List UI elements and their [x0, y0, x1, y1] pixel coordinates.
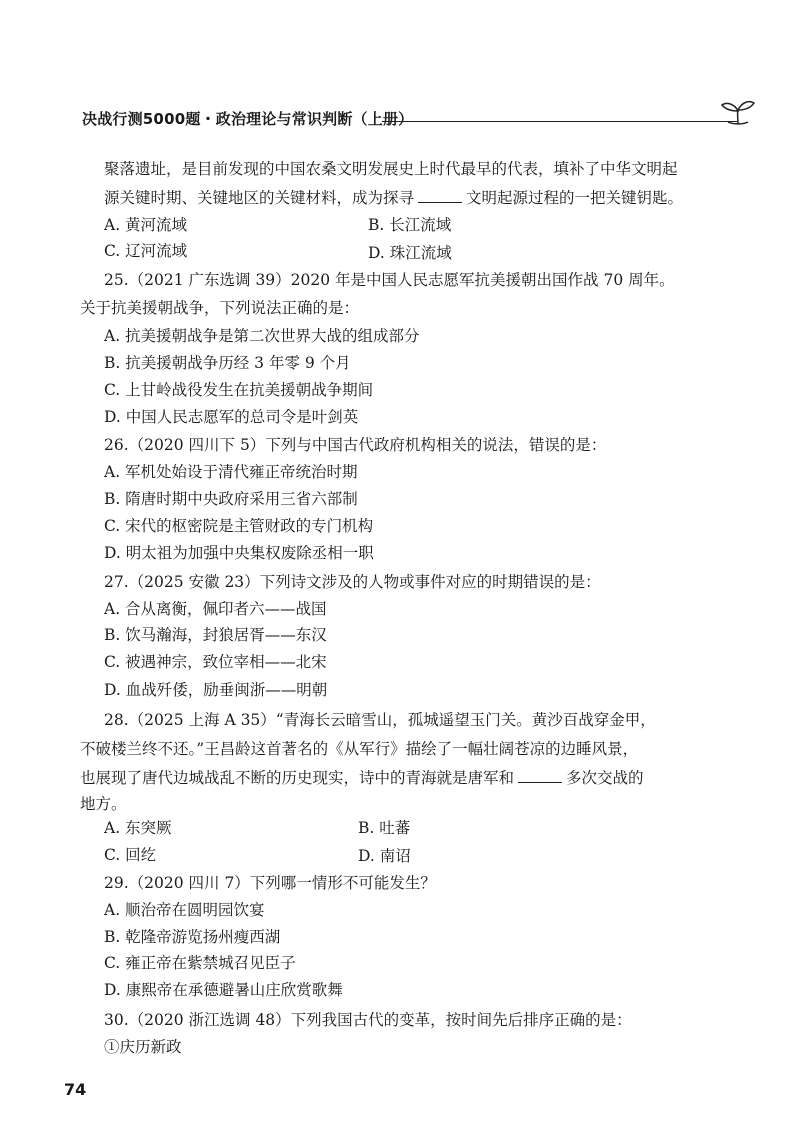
- q30-stem: 30.（2020 浙江选调 48）下列我国古代的变革，按时间先后排序正确的是：: [104, 1011, 632, 1029]
- q30-item-1: ①庆历新政: [104, 1038, 182, 1056]
- q24-line2: [104, 187, 683, 208]
- answer-blank: [518, 767, 562, 783]
- sprout-icon: [718, 98, 758, 126]
- q28-stem-line2: 不破楼兰终不还。”王昌龄这首著名的《从军行》描绘了一幅壮阔苍凉的边睡风景，: [80, 740, 639, 758]
- q26-stem: 26.（2020 四川下 5）下列与中国古代政府机构相关的说法，错误的是：: [104, 436, 607, 454]
- q24-line2-before: 源关键时期、关键地区的关键材料，成为探寻: [104, 189, 415, 207]
- q27-option-d: D. 血战歼倭，励垂闽浙——明朝: [104, 681, 328, 699]
- q25-option-d: D. 中国人民志愿军的总司令是叶剑英: [104, 408, 359, 426]
- q26-option-b: B. 隋唐时期中央政府采用三省六部制: [104, 490, 358, 508]
- q28-stem-line1: 28.（2025 上海 A 35）“青海长云暗雪山，孤城遥望玉门关。黄沙百战穿金甲，: [104, 711, 656, 729]
- book-title: 决战行测5000题・政治理论与常识判断（上册）: [82, 110, 414, 128]
- q28-line3-after: 多次交战的: [566, 769, 644, 787]
- q24-option-c: C. 辽河流域: [104, 242, 188, 260]
- q28-line3-before: 也展现了唐代边城战乱不断的历史现实，诗中的青海就是唐军和: [80, 769, 515, 787]
- q29-option-b: B. 乾隆帝游览扬州瘦西湖: [104, 928, 281, 946]
- q25-stem-line1: 25.（2021 广东选调 39）2020 年是中国人民志愿军抗美援朝出国作战 70 周年。: [104, 271, 675, 289]
- running-header: [82, 104, 682, 134]
- header-rule: [382, 121, 737, 122]
- q28-stem-line4: 地方。: [80, 795, 127, 813]
- q26-option-d: D. 明太祖为加强中央集权废除丞相一职: [104, 544, 374, 562]
- q29-option-d: D. 康熙帝在承德避暑山庄欣赏歌舞: [104, 981, 343, 999]
- q24-option-a: A. 黄河流域: [104, 216, 188, 234]
- q24-line2-after: 文明起源过程的一把关键钥匙。: [466, 189, 684, 207]
- q27-option-c: C. 被遇神宗，致位宰相——北宋: [104, 653, 327, 671]
- q27-stem: 27.（2025 安徽 23）下列诗文涉及的人物或事件对应的时期错误的是：: [104, 573, 601, 591]
- q28-option-c: C. 回纥: [104, 846, 157, 864]
- q26-option-a: A. 军机处始设于清代雍正帝统治时期: [104, 463, 358, 481]
- q27-option-b: B. 饮马瀚海，封狼居胥——东汉: [104, 626, 327, 644]
- q29-option-c: C. 雍正帝在紫禁城召见臣子: [104, 954, 296, 972]
- q25-option-a: A. 抗美援朝战争是第二次世界大战的组成部分: [104, 327, 420, 345]
- page-number: 74: [64, 1080, 87, 1099]
- q27-option-a: A. 合从离衡，佩印者六——战国: [104, 600, 327, 618]
- q25-option-c: C. 上甘岭战役发生在抗美援朝战争期间: [104, 381, 374, 399]
- q28-option-b: B. 吐蕃: [358, 819, 411, 837]
- answer-blank: [418, 187, 462, 203]
- q25-option-b: B. 抗美援朝战争历经 3 年零 9 个月: [104, 354, 351, 372]
- q28-option-a: A. 东突厥: [104, 819, 172, 837]
- q25-stem-line2: 关于抗美援朝战争，下列说法正确的是：: [80, 299, 360, 317]
- q29-stem: 29.（2020 四川 7）下列哪一情形不可能发生？: [104, 874, 436, 892]
- q28-stem-line3: [80, 767, 644, 788]
- q24-option-d: D. 珠江流域: [368, 244, 452, 262]
- q24-option-b: B. 长江流域: [368, 216, 452, 234]
- q24-line1: 聚落遗址，是目前发现的中国农桑文明发展史上时代最早的代表，填补了中华文明起: [104, 160, 678, 178]
- q28-option-d: D. 南诏: [358, 847, 411, 865]
- q26-option-c: C. 宋代的枢密院是主管财政的专门机构: [104, 517, 374, 535]
- q29-option-a: A. 顺治帝在圆明园饮宴: [104, 901, 265, 919]
